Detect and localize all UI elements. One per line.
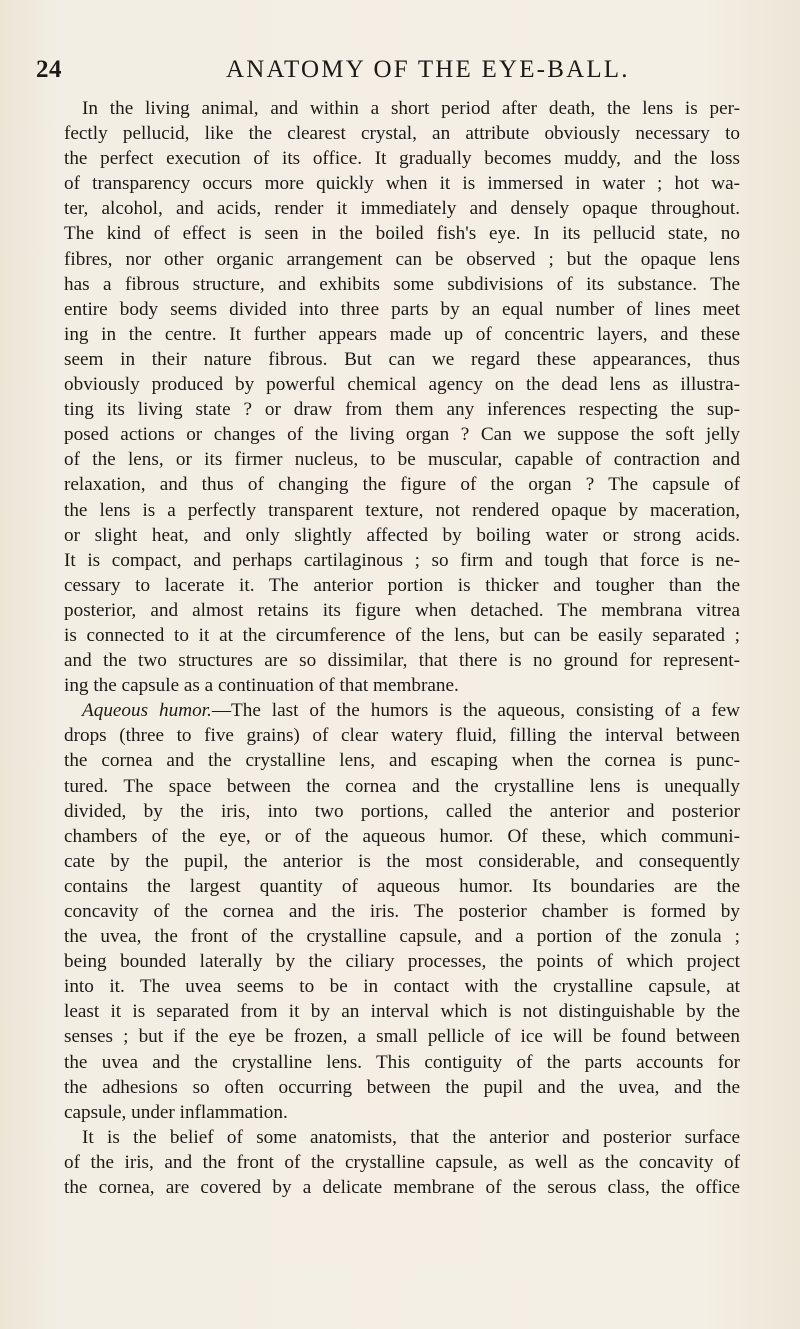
text-line: and the two structures are so dissimilar, that there is no ground for represent- [64,650,740,672]
text-line: It is the belief of some anatomists, that the anterior and posterior surface [82,1126,740,1148]
text-line: the uvea, the front of the crystalline capsule, and a portion of the zonula ; [64,926,740,948]
text-line: cate by the pupil, the anterior is the most considerable, and consequently [64,850,740,872]
text-line: drops (three to five grains) of clear watery fluid, filling the interval between [64,725,740,747]
text-line: In the living animal, and within a short period after death, the lens is per- [82,98,740,119]
text-line: the cornea, are covered by a delicate membrane of the serous class, the office [64,1177,740,1199]
text-line: is connected to it at the circumference of the lens, but can be easily separated ; [64,624,740,646]
text-line: entire body seems divided into three parts by an equal number of lines meet [64,298,740,320]
paragraph-aqueous-humor [64,723,740,1125]
text-line: posterior, and almost retains its figure when detached. The membrana vitrea [64,599,740,621]
text-line: the uvea and the crystalline lens. This contiguity of the parts accounts for [64,1051,740,1073]
text-line: contains the largest quantity of aqueous humor. Its boundaries are the [64,875,740,897]
text-line: The kind of effect is seen in the boiled fish's eye. In its pellucid state, no [64,223,740,245]
text-line: least it is separated from it by an interval which is not distinguishable by the [64,1001,740,1023]
text-line: the cornea and the crystalline lens, and escaping when the cornea is punc- [64,750,740,772]
text-line: obviously produced by powerful chemical agency on the dead lens as illustra- [64,374,740,396]
running-head: ANATOMY OF THE EYE-BALL. [226,56,630,83]
text-line: ing the capsule as a continuation of that membrane. [64,675,459,697]
text-line: fectly pellucid, like the clearest crystal, an attribute obviously necessary to [64,123,740,145]
text-line: into it. The uvea seems to be in contact with the crystalline capsule, at [64,976,740,998]
text-line: of transparency occurs more quickly when it is immersed in water ; hot wa- [64,173,740,195]
text-line: fibres, nor other organic arrangement can be observed ; but the opaque lens [64,248,740,270]
text-line: tured. The space between the cornea and the crystalline lens is unequally [64,775,740,797]
text-line: posed actions or changes of the living organ ? Can we suppose the soft jelly [64,424,740,446]
text-line: the lens is a perfectly transparent texture, not rendered opaque by maceration, [64,499,740,521]
text-line: concavity of the cornea and the iris. The posterior chamber is formed by [64,901,740,922]
paragraph-lens [64,96,740,698]
body-text [64,96,740,1326]
text-line: or slight heat, and only slightly affected by boiling water or strong acids. [64,524,740,546]
page-number: 24 [36,56,62,83]
text-line: the adhesions so often occurring between the pupil and the uvea, and the [64,1076,740,1098]
text-line: chambers of the eye, or of the aqueous humor. Of these, which communi- [64,825,740,847]
aqueous-heading-line [64,698,740,723]
text-line: capsule, under inflammation. [64,1101,288,1123]
text-line: cessary to lacerate it. The anterior portion is thicker and tougher than the [64,574,740,596]
text-line: of the iris, and the front of the crystalline capsule, as well as the concavity of [64,1151,740,1173]
text-line: ter, alcohol, and acids, render it immediately and densely opaque throughout. [64,198,740,220]
text-line: divided, by the iris, into two portions, called the anterior and posterior [64,800,740,822]
text-line: has a fibrous structure, and exhibits some subdivisions of its substance. The [64,273,740,295]
text-line: ing in the centre. It further appears made up of concentric layers, and these [64,323,740,345]
aqueous-first-line-text: —The last of the humors is the aqueous, consisting of a few [211,700,740,722]
section-heading-aqueous-humor: Aqueous humor. [82,700,212,722]
text-line: of the lens, or its firmer nucleus, to be muscular, capable of contraction and [64,449,740,471]
text-line: relaxation, and thus of changing the figure of the organ ? The capsule of [64,474,740,496]
text-line: It is compact, and perhaps cartilaginous ; so firm and tough that force is ne- [64,549,740,571]
text-line: ting its living state ? or draw from them any inferences respecting the sup- [64,399,740,421]
paragraph-serous-membrane [64,1125,740,1200]
page-header [36,56,736,90]
text-line: seem in their nature fibrous. But can we regard these appearances, thus [64,348,740,370]
text-line: senses ; but if the eye be frozen, a small pellicle of ice will be found between [64,1026,740,1048]
text-line: being bounded laterally by the ciliary processes, the points of which project [64,951,740,973]
text-line: the perfect execution of its office. It gradually becomes muddy, and the loss [64,148,740,170]
